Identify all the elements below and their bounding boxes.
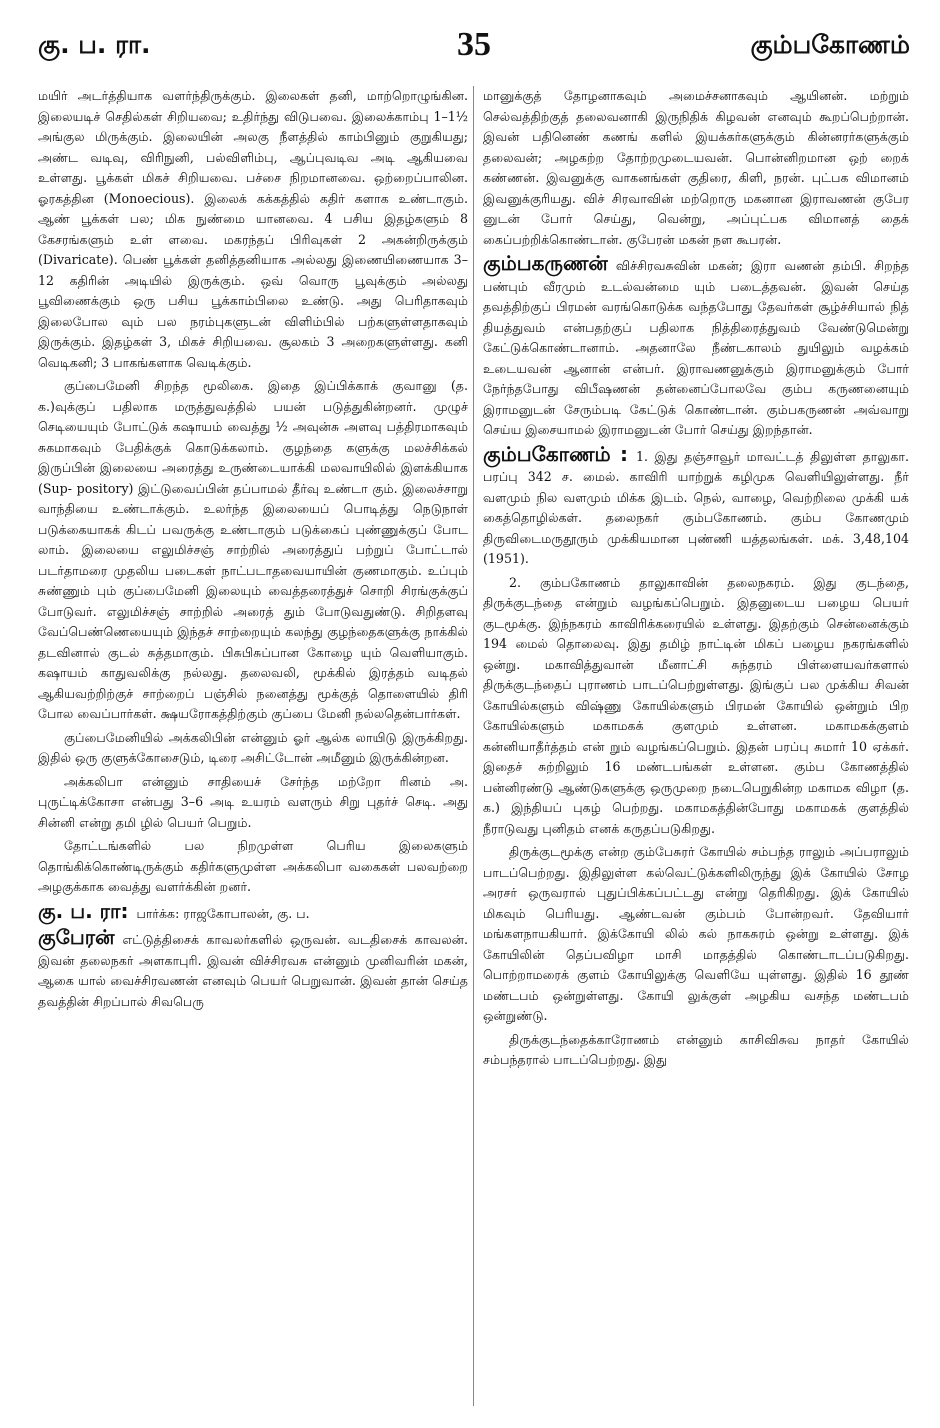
- paragraph: அக்கலிபா என்னும் சாதியைச் சேர்ந்த மற்றோ ரினம் அ. புருட்டிக்கோசா என்பது 3–6 அடி உயரம் வளரும் சிறு புதர்ச் செடி. அது சின்னி என்று தமி ழில் பெயர் பெறும்.: [38, 773, 468, 830]
- entry-headword: கும்பகருணன்: [483, 251, 608, 275]
- paragraph: திருக்குடமூக்கு என்ற கும்பேசுரர் கோயில் சம்பந்த ராலும் அப்பராலும் பாடப்பெற்றது. இதிலுள்ள கல்வெட்டுக்களிலிருந்து இக் கோயில் சோழ அரசர் ஒருவரால் புதுப்பிக்கப்பட்டது என்று தெரிகிறது. இக் கோயில் மிகவும் பெரியது. ஆண்டவன் கும்பம் போன்றவர். தேவியார் மங்களநாயகியார். இக்கோயி லில் கல் நாகசுரம் ஒன்று உள்ளது. இக் கோயிலின் தெப்பவிழா மாசி மாதத்தில் கொண்டாடப்படுகிறது. பொற்றாமரைக் குளம் கோயிலுக்கு வெளியே யுள்ளது. இதில் 16 தூண் மண்டபம் ஒன்றுள்ளது. கோயி லுக்குள் அழகிய வசந்த மண்டபம் ஒன்றுண்டு.: [483, 844, 909, 1023]
- paragraph: மானுக்குத் தோழனாகவும் அமைச்சனாகவும் ஆயினன். மற்றும் செல்வத்திற்குத் தலைவனாகி இருநிதிக் கிழவன் எனவும் கூறப்பெற்றான். இவன் பதினெண் கணங் களில் இயக்கர்களுக்கும் கின்னரர்களுக்கும் தலைவன்; அழகற்ற தோற்றமுடையவன். பொன்னிறமான ஒற் றைக் கண்ணன். இவனுக்கு வாகனங்கள் குதிரை, கிளி, நரன். புட்பக விமானம் இவனுக்குரியது. விச் சிரவாவின் மற்றொரு மகனான இராவணன் குபேர னுடன் போர் செய்து, வென்று, அப்புட்பக விமானத் தைக் கைப்பற்றிக்கொண்டான். குபேரன் மகன் நள கூபரன்.: [483, 88, 909, 247]
- paragraph: திருக்குடந்தைக்காரோணம் என்னும் காசிவிசுவ நாதர் கோயில் சம்பந்தரால் பாடப்பெற்றது. இது: [483, 1031, 909, 1067]
- entry-kumbakonam: [483, 441, 909, 570]
- entry-headword: கும்பகோணம் :: [483, 441, 629, 466]
- entry-text: எட்டுத்திசைக் காவலர்களில் ஒருவன். வடதிசைக் காவலன். இவன் தலைநகர் அளகாபுரி. இவன் விச்சிரவசு என்னும் முனிவரின் மகன், ஆகை யால் வைச்சிரவணன் எனவும் பெயர் பெறுவான். இவன் தான் செய்த தவத்தின் சிறப்பால் சிவபெரு: [38, 932, 468, 1009]
- paragraph: 2. கும்பகோணம் தாலுகாவின் தலைநகரம். இது குடந்தை, திருக்குடந்தை என்றும் வழங்கப்பெறும். இதனுடைய பழைய பெயர் குடமூக்கு. இந்நகரம் காவிரிக்கரையில் உள்ளது. இதற்கும் சென்னைக்கும் 194 மைல் தொலைவு. இது தமிழ் நாட்டின் மிகப் பழைய நகரங்களில் ஒன்று. மகாவித்துவான் மீனாட்சி சுந்தரம் பிள்ளையவர்களால் திருக்குடந்தைப் புராணம் பாடப்பெற்றுள்ளது. இங்குப் பல முக்கிய சிவன் கோயில்களும் விஷ்ணு கோயில்களும் பிரமன் கோயில் ஒன்றும் பிற கோயில்களும் மகாமகக் குளமும் உள்ளன. மகாமகக்குளம் கன்னியாதீர்த்தம் என் றும் வழங்கப்பெறும். இதன் பரப்பு சுமார் 10 ஏக்கர். இதைச் சுற்றிலும் 16 மண்டபங்கள் உள்ளன. கும்ப கோணத்தில் பன்னிரண்டு ஆண்டுகளுக்கு ஒருமுறை நடைபெறுகின்ற மகாமக விழா (த. க.) இந்தியப் புகழ் பெற்றது. மகாமகத்தின்போது மகாமகக் குளத்தில் நீராடுவது புனிதம் எனக் கருதப்படுகிறது.: [483, 574, 909, 836]
- entry-headword: கு. ப. ரா:: [38, 898, 129, 923]
- running-head-right: கும்பகோணம்: [750, 30, 910, 59]
- page-number: 35: [457, 26, 491, 63]
- paragraph: குப்பைமேனியில் அக்கலிபின் என்னும் ஓர் ஆல்க லாயிடு இருக்கிறது. இதில் ஒரு குளுக்கோசைடும், டிரை அசிட்டோன் அமீனும் இருக்கின்றன.: [38, 729, 468, 765]
- entry-text: பார்க்க: ராஜகோபாலன், கு. ப.: [136, 905, 310, 921]
- left-column: [38, 86, 468, 1015]
- entry-headword: குபேரன்: [38, 925, 115, 949]
- paragraph: குப்பைமேனி சிறந்த மூலிகை. இதை இப்பிக்காக் குவானு (த. க.)வுக்குப் பதிலாக மருத்துவத்தில் பயன் படுத்துகின்றனர். முழுச் செடியையும் போட்டுக் கஷாயம் வைத்து ½ அவுன்சு அளவு பத்திரமாகவும் சுகமாகவும் பேதிக்குக் கொடுக்கலாம். குழந்தை களுக்கு மலச்சிக்கல் இருப்பின் இலையை அரைத்து உருண்டையாக்கி மலவாயிலில் இளக்கியாக (Sup- pository) இட்டுவைப்பின் தப்பாமல் தீர்வு உண்டா கும். இலைச்சாறு வாந்தியை உண்டாக்கும். உலர்ந்த இலையைப் பொடித்து நெடுநாள் படுக்கையாகக் கிடப் பவருக்கு உண்டாகும் படுக்கைப் புண்ணுக்குப் போட லாம். இலையை எலுமிச்சஞ் சாற்றில் அரைத்துப் பற்றுப் போட்டால் படர்தாமரை முதலிய படைகள் நாட்படாதவையாயின் குணமாகும். உப்பும் சுண்ணும் பும் குப்பைமேனி இலையும் வைத்தரைத்துச் சொறி சிரங்குக்குப் போடுவர். எலுமிச்சஞ் சாற்றில் அரைத் தும் போடுவதுண்டு. சிறிதளவு வேப்பெண்ணெயையும் இந்தச் சாற்றையும் கலந்து குழந்தைகளுக்கு நாக்கில் தடவினால் குடல் சுத்தமாகும். பிசுபிசுப்பான கோழை யும் வெளியாகும். கஷாயம் காதுவலிக்கு நல்லது. தலைவலி, மூக்கில் இரத்தம் வடிதல் ஆகியவற்றிற்குச் சாற்றைப் பஞ்சில் நனைத்து மூக்குத் தொளையில் திரி போல வைப்பார்கள். க்ஷயரோகத்திற்கும் குப்பை மேனி நல்லதென்பார்கள்.: [38, 378, 468, 721]
- entry-ku-pa-ra: [38, 898, 468, 925]
- page-header: [38, 26, 910, 66]
- paragraph: தோட்டங்களில் பல நிறமுள்ள பெரிய இலைகளும் தொங்கிக்கொண்டிருக்கும் கதிர்களுமுள்ள அக்கலிபா வகைகள் பலவற்றை அழகுக்காக வைத்து வளர்க்கின் றனர்.: [38, 838, 468, 894]
- entry-text: 1. இது தஞ்சாவூர் மாவட்டத் திலுள்ள தாலுகா. பரப்பு 342 ச. மைல். காவிரி யாற்றுக் கழிமுக வெளியிலுள்ளது. நீர் வளமும் நில வளமும் மிக்க இடம். நெல், வாழை, வெற்றிலை முக்கி யக் கைத்தொழில்கள். தலைநகர் கும்பகோணம். கும்ப கோணமும் திருவிடைமருதூரும் முக்கியமான புண்ணி யத்தலங்கள். மக். 3,48,104 (1951).: [483, 448, 909, 566]
- right-column: [483, 86, 909, 1074]
- column-divider: [473, 86, 474, 1406]
- entry-kuberan: [38, 927, 468, 1012]
- entry-text: விச்சிரவசுவின் மகன்; இரா வணன் தம்பி. சிறந்த பண்பும் வீரமும் உடல்வன்மை யும் படைத்தவன். இவன் செய்த தவத்திற்குப் பிரமன் வரங்கொடுக்க வந்தபோது தேவர்கள் சூழ்ச்சியால் நித் தியத்துவம் என்பதற்குப் பதிலாக நித்திரைத்துவம் வேண்டுமென்று கேட்டுக்கொண்டானாம். அதனாலே நீண்டகாலம் துயிலும் வழக்கம் உடையவன் ஆனான் என்பர். இராவணனுக்கும் இராமனுக்கும் போர் நேர்ந்தபோது விபீஷணன் தன்னைப்போலவே கும்ப கருணனையும் இராமனுடன் சேரும்படி கேட்டுக் கொண்டான். கும்பகருணன் அவ்வாறு செய்ய இசையாமல் இராமனுடன் போர் செய்து இறந்தான்.: [483, 258, 909, 437]
- entry-kumbakarunan: [483, 253, 909, 441]
- running-head-left: கு. ப. ரா.: [38, 30, 151, 59]
- paragraph: மயிர் அடர்த்தியாக வளர்ந்திருக்கும். இலைகள் தனி, மாற்றொழுங்கின. இலையடிச் செதில்கள் சிறியவை; உதிர்ந்து விடுபவை. இலைக்காம்பு 1–1½ அங்குல மிருக்கும். இலையின் அலகு நீளத்தில் காம்பினும் குறுகியது; அண்ட வடிவு, விரிநுனி, பல்விளிம்பு, ஆப்புவடிவ அடி ஆகியவை உள்ளது. பூக்கள் மிகச் சிறியவை. பச்சை நிறமானவை. ஒற்றைப்பாலின. ஓரகத்தின (Monoecious). இலைக் கக்கத்தில் கதிர் களாக உண்டாகும். ஆண் பூக்கள் பல; மிக நுண்மை யானவை. 4 பசிய இதழ்களும் 8 கேசரங்களும் உள் ளவை. மகரந்தப் பிரிவுகள் 2 அகன்றிருக்கும் (Divaricate). பெண் பூக்கள் தனித்தனியாக அல்லது இணையிணையாக 3–12 கதிரின் அடியில் இருக்கும். ஒவ் வொரு பூவுக்கும் அல்லது பூவிணைக்கும் ஒரு பசிய பூக்காம்பிலை உண்டு. அது பெரிதாகவும் இலைபோல வும் பல நரம்புகளுடன் விளிம்பில் பற்களுள்ளதாகவும் இருக்கும். இதழ்கள் 3, மிகச் சிறியவை. சூலகம் 3 அறைகளுள்ளது. கனி வெடிகனி; 3 பாகங்களாக வெடிக்கும்.: [38, 88, 468, 370]
